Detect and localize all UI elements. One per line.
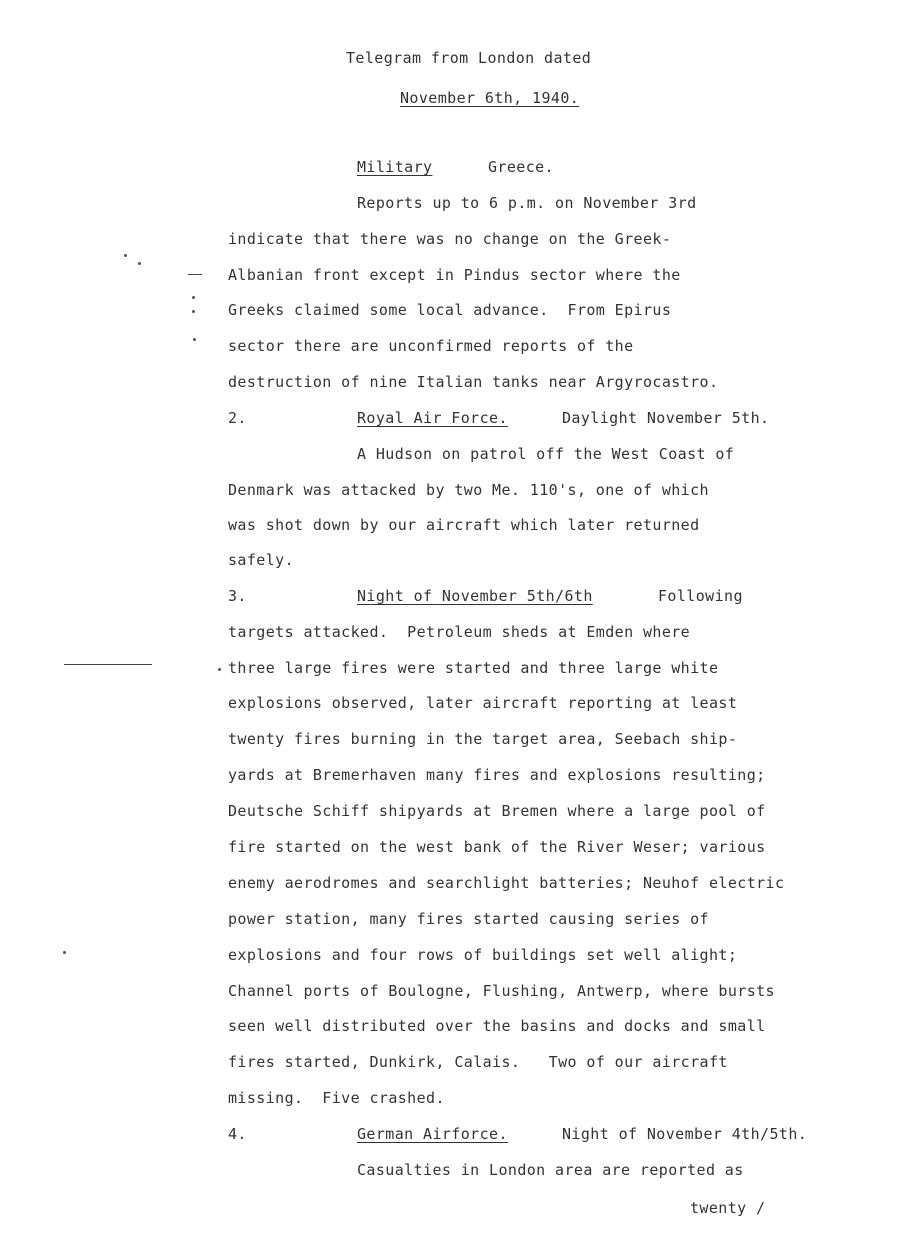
paragraph-line: seen well distributed over the basins and docks and small [228, 1017, 766, 1035]
section-gaf-subheading: Night of November 4th/5th. [562, 1125, 808, 1143]
paragraph-line: destruction of nine Italian tanks near Argyrocastro. [228, 373, 719, 391]
section-number: 2. [228, 409, 247, 427]
paragraph-line: missing. Five crashed. [228, 1089, 445, 1107]
paragraph-line: fire started on the west bank of the River Weser; various [228, 838, 766, 856]
section-night-subheading: Following [658, 587, 743, 605]
margin-dot [192, 296, 195, 299]
margin-dot [63, 951, 66, 954]
telegram-title: Telegram from London dated [346, 49, 592, 67]
margin-dot [138, 262, 141, 265]
paragraph-line: Casualties in London area are reported as [357, 1161, 744, 1179]
paragraph-line: sector there are unconfirmed reports of the [228, 337, 634, 355]
paragraph-line: indicate that there was no change on the Greek- [228, 230, 672, 248]
section-night-heading: Night of November 5th/6th [357, 587, 593, 605]
margin-dot [218, 668, 221, 671]
section-raf-subheading: Daylight November 5th. [562, 409, 770, 427]
margin-dot [124, 254, 127, 257]
section-gaf-heading: German Airforce. [357, 1125, 508, 1143]
margin-dot [193, 338, 196, 341]
paragraph-line: safely. [228, 551, 295, 569]
paragraph-line: twenty fires burning in the target area, Seebach ship- [228, 730, 738, 748]
margin-line [64, 664, 152, 665]
paragraph-line: Denmark was attacked by two Me. 110's, one of which [228, 481, 709, 499]
paragraph-line: targets attacked. Petroleum sheds at Emden where [228, 623, 691, 641]
catchword: twenty / [690, 1199, 766, 1217]
section-number: 4. [228, 1125, 247, 1143]
paragraph-line: yards at Bremerhaven many fires and explosions resulting; [228, 766, 766, 784]
paragraph-line: Channel ports of Boulogne, Flushing, Antwerp, where bursts [228, 982, 775, 1000]
paragraph-line: was shot down by our aircraft which later returned [228, 516, 700, 534]
section-military-subheading: Greece. [488, 158, 555, 176]
paragraph-line: enemy aerodromes and searchlight batteries; Neuhof electric [228, 874, 785, 892]
paragraph-line: explosions and four rows of buildings set well alight; [228, 946, 738, 964]
margin-dot [192, 310, 195, 313]
paragraph-line: Greeks claimed some local advance. From Epirus [228, 301, 672, 319]
telegram-date: November 6th, 1940. [400, 89, 580, 107]
paragraph-line: Deutsche Schiff shipyards at Bremen where a large pool of [228, 802, 766, 820]
margin-mark [188, 274, 202, 275]
paragraph-line: power station, many fires started causing series of [228, 910, 709, 928]
section-raf-heading: Royal Air Force. [357, 409, 508, 427]
paragraph-line: explosions observed, later aircraft reporting at least [228, 694, 738, 712]
paragraph-line: Reports up to 6 p.m. on November 3rd [357, 194, 697, 212]
section-military-heading: Military [357, 158, 433, 176]
paragraph-line: Albanian front except in Pindus sector where the [228, 266, 681, 284]
paragraph-line: three large fires were started and three large white [228, 659, 719, 677]
paragraph-line: A Hudson on patrol off the West Coast of [357, 445, 735, 463]
section-number: 3. [228, 587, 247, 605]
paragraph-line: fires started, Dunkirk, Calais. Two of our aircraft [228, 1053, 728, 1071]
